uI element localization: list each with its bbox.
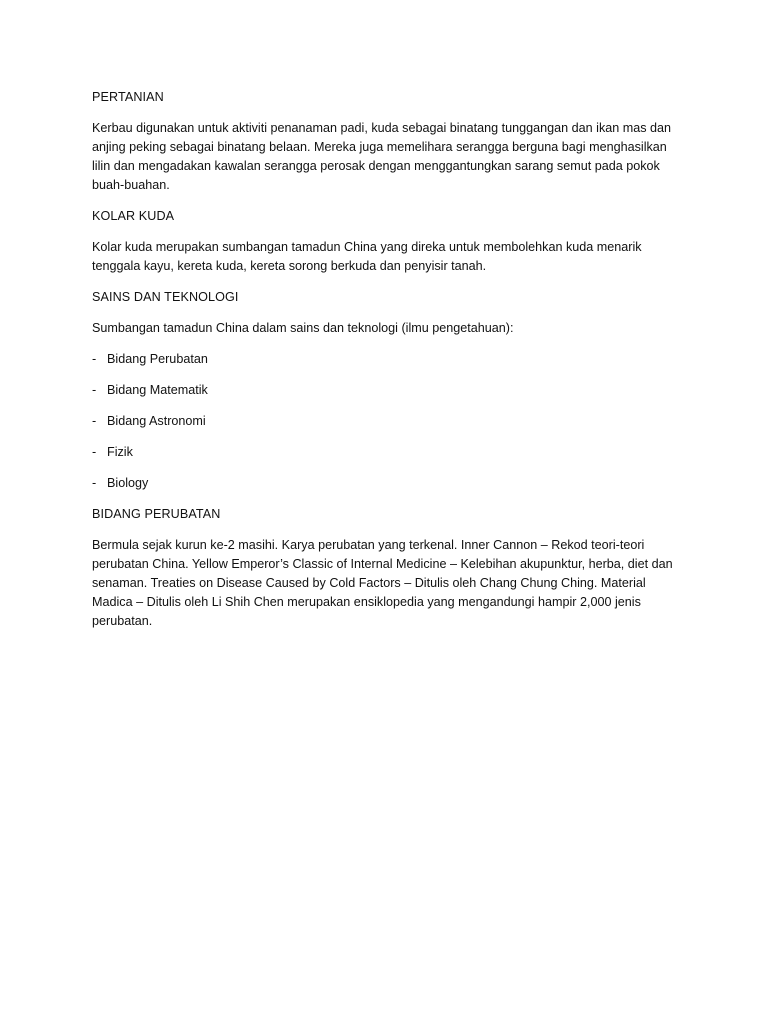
paragraph-pertanian: Kerbau digunakan untuk aktiviti penanaman padi, kuda sebagai binatang tunggangan dan ikan mas dan anjing peking sebagai binatang belaan. Mereka juga memelihara serangga berguna bagi menghasilkan lilin dan mengadakan kawalan serangga perosak dengan menggantungkan sarang semut pada pokok buah-buahan. [92,121,672,192]
list-item [92,350,682,369]
heading-kolar-kuda: KOLAR KUDA [92,209,175,223]
paragraph-bidang-perubatan: Bermula sejak kurun ke-2 masihi. Karya perubatan yang terkenal. Inner Cannon – Rekod teori-teori perubatan China. Yellow Emperor’s Classic of Internal Medicine – Kelebihan akupunktur, herba, diet dan senaman. Treaties on Disease Caused by Cold Factors – Ditulis oleh Chang Chung Ching. Material Madica – Ditulis oleh Li Shih Chen merupakan ensiklopedia yang mengandungi hampir 2,000 jenis perubatan. [92,538,673,628]
list-bullet: - [92,352,97,366]
list-item [92,474,682,493]
paragraph-sains-intro: Sumbangan tamadun China dalam sains dan teknologi (ilmu pengetahuan): [92,321,514,335]
paragraph-kolar-kuda: Kolar kuda merupakan sumbangan tamadun China yang direka untuk membolehkan kuda menarik tenggala kayu, kereta kuda, kereta sorong berkuda dan penyisir tanah. [92,240,642,273]
list-item [92,381,682,400]
document-page [92,88,682,643]
list-bullet: - [92,476,97,490]
list-item-text: Bidang Matematik [107,383,208,397]
list-item [92,412,682,431]
list-item-text: Fizik [107,445,133,459]
list-item [92,443,682,462]
list-item-text: Bidang Astronomi [107,414,206,428]
heading-sains-teknologi: SAINS DAN TEKNOLOGI [92,290,239,304]
list-bullet: - [92,445,97,459]
heading-bidang-perubatan: BIDANG PERUBATAN [92,507,221,521]
list-item-text: Bidang Perubatan [107,352,208,366]
list-item-text: Biology [107,476,149,490]
heading-pertanian: PERTANIAN [92,90,164,104]
science-contribution-list [92,350,682,493]
list-bullet: - [92,383,97,397]
list-bullet: - [92,414,97,428]
